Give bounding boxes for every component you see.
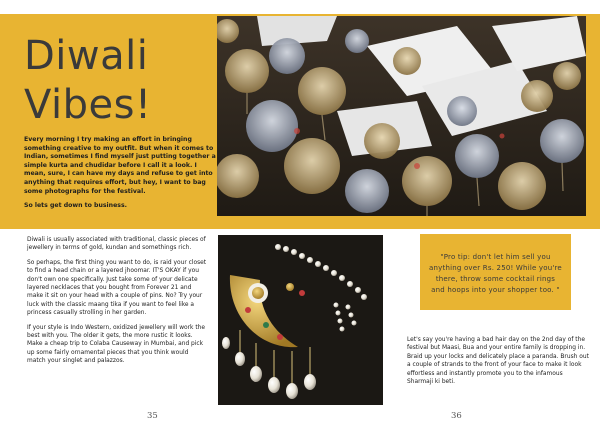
page-number-left: 35 bbox=[147, 411, 158, 421]
earrings-rack-photo bbox=[217, 16, 586, 216]
page-number-right: 36 bbox=[451, 411, 462, 421]
intro-paragraph-2: So lets get down to business. bbox=[24, 202, 127, 210]
pro-tip-text: "Pro tip: don't let him sell you anything over Rs. 250! While you're there, throw some cocktail rings and hoops into your shopper too. " bbox=[429, 253, 562, 294]
pro-tip-callout bbox=[420, 234, 571, 310]
left-column-text bbox=[27, 236, 207, 366]
intro-text bbox=[24, 136, 218, 211]
left-paragraph-1: Diwali is usually associated with traditional, classic pieces of jewellery in terms of gold, kundan and somethings rich. bbox=[27, 237, 206, 252]
title-line-2: Vibes! bbox=[24, 82, 152, 128]
left-paragraph-2: So perhaps, the first thing you want to do, is raid your closet to find a head chain or a layered jhoomar. IT'S OKAY if you don't own one specifically. Just take some of your delicate layered necklaces that you bought from Forever 21 and make it sit on your head with a couple of pins. No? Try your luck with the classic maang tika if you want to feel like a princess casually strolling in her garden. bbox=[27, 259, 207, 317]
intro-paragraph-1: Every morning I try making an effort in bringing something creative to my outfit. But when it comes to Indian, sometimes I find myself just putting together a simple kurta and chudidar before I call it a look. I mean, sure, I can have my days and refuse to get into anything that requires effort, but hey, I want to bag some photographs for the festival. bbox=[24, 136, 216, 195]
article-title bbox=[24, 32, 204, 130]
title-line-1: Diwali bbox=[24, 33, 149, 79]
jewel-photo bbox=[218, 235, 383, 405]
right-paragraph-1: Let's say you're having a bad hair day on the 2nd day of the festival but Maasi, Bua and your entire family is dropping in. Braid up your locks and delicately place a paranda. Brush out a couple of strands to the front of your face to make it look effortless and instantly promote you to the infamous Sharmaji ki beti. bbox=[407, 337, 589, 386]
left-paragraph-3: If your style is Indo Western, oxidized jewellery will work the best with you. The older it gets, the more rustic it looks. Make a cheap trip to Colaba Causeway in Mumbai, and pick up some fairly ornamental pieces that you think would match your singlet and palazzos. bbox=[27, 324, 205, 365]
right-column-text bbox=[407, 336, 590, 386]
